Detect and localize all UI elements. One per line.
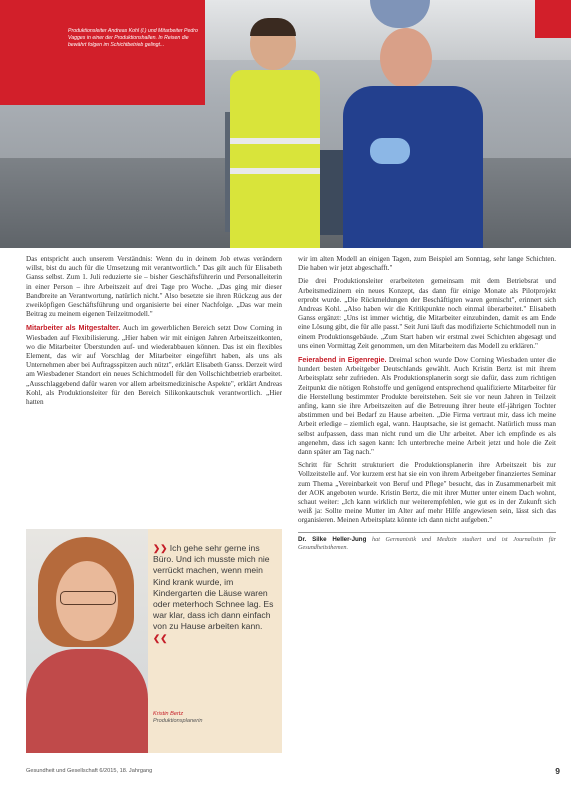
quote-close-icon: ❮❮ (153, 632, 168, 643)
paragraph: Mitarbeiter als Mitgestalter. Auch im gewerblichen Bereich setzt Dow Corning in Wiesbaden auf Flexibilisierung. „Hier haben wir mit einigen Jahren Arbeitszeitkonten, wo die Mitarbeiter Überstunden auf- und wiederabbauen können. Das ist ein flexibles Element, das wir auf Vorschlag der Mitarbeiter eingeführt haben, als uns als Unternehmen aber bei Auftragsspitzen auch nützt", erklärt Elisabeth Ganss. Derzeit wird am Wiesbadener Standort ein neues Schichtmodell für den Vollschichtbetrieb erarbeitet. „Ausschlaggebend dafür waren vor allem arbeitsmedizinische Aspekte", erklärt Andreas Kohl, als Produktionsleiter für den Bereich Silikonkautschuk verantwortlich. „Hier hatten (26, 323, 282, 407)
page-number: 9 (555, 766, 560, 776)
publication-info: Gesundheit und Gesellschaft 6/2015, 18. Jahrgang (26, 768, 153, 774)
header-photo (0, 0, 571, 248)
subheading: Mitarbeiter als Mitgestalter. (26, 323, 121, 333)
pull-quote: ❯❯ Ich gehe sehr gerne ins Büro. Und ich musste mich nie verrückt machen, wenn mein Kind krank wurde, im Kindergarten die Läuse waren oder meterhoch Schnee lag. Es war klar, dass ich dann einfach von zu Hause arbeiten kann. ❮❮ (153, 543, 274, 643)
person-in-overalls (335, 28, 485, 248)
quote-box (26, 529, 282, 753)
person-in-safety-vest (222, 18, 330, 248)
portrait-photo (26, 529, 148, 753)
photo-caption-box (0, 0, 205, 105)
text-column-right (298, 255, 556, 552)
paragraph: Schritt für Schritt strukturiert die Produktionsplanerin ihre Arbeitszeit bis zur Vollzeitstelle auf. Vor kurzem erst hat sie ein von ihrem Arbeitgeber finanziertes Seminar zum Thema „Vereinbarkeit von Beruf und Pflege" besucht, das in Zusammenarbeit mit der AOK angeboten wurde. Kristin Bertz, die mit ihrer Mutter unter einem Dach wohnt, schaut weiter: „Ich kann wirklich nur weiterempfehlen, wie gut es in der Zukunft sich weiß ja: Sollte meine Mutter im Alter auf mehr Hilfe angewiesen sein, lässt sich das organisieren. Meinen Arbeitsplatz könnte ich dann nicht aufgeben." (298, 461, 556, 525)
paragraph: Das entspricht auch unserem Verständnis: Wenn du in deinem Job etwas verändern willst, bist du auch für die Umsetzung mit verantwortlich." Das gilt auch für Elisabeth Ganss selbst. Zum 1. Juli reduzierte sie – bisher Geschäftsführerin und Personalleiterin in einer Person – ihre Arbeitszeit auf drei Tage pro Woche. „Das ging mir dieser Bandbreite an Verantwortung, natürlich nicht." Also besetzte sie ihren Rückzug aus der zweiköpfigen Geschäftsführung und organisierte bei einer Nachfolge. „Das war mein Beitrag zu meinem eigenen Teilzeitmodell." (26, 255, 282, 319)
red-corner-tab (535, 0, 571, 38)
subheading: Feierabend in Eigenregie. (298, 355, 387, 365)
paragraph: wir im alten Modell an einigen Tagen, zum Beispiel am Sonntag, sehr lange Schichten. Die haben wir jetzt abgeschafft." (298, 255, 556, 273)
text-column-left (26, 255, 282, 411)
quote-open-icon: ❯❯ (153, 543, 168, 553)
quote-attribution: Kristin Bertz Produktionsplanerin (153, 711, 203, 725)
paragraph: Feierabend in Eigenregie. Dreimal schon wurde Dow Corning Wiesbaden unter die hundert besten Arbeitgeber Deutschlands gewählt. Auch Kristin Bertz ist mit ihrem Arbeitsplatz sehr zufrieden. Als Produktionsplanerin sorgt sie dafür, dass zum richtigen Zeitpunkt die nötigen Rohstoffe und genügend entsprechend qualifizierte Mitarbeiter für die Herstellung bestimmter Produkte bereitstehen. Seit sie vor neun Jahren in Teilzeit anfing, kann sie ihre Arbeitszeiten auf die Betreuung ihrer heute elf-jährigen Tochter abstimmen und bei Bedarf zu Hause arbeiten. „Die Firma vertraut mir, dass ich meine Arbeit erledige – ziemlich egal, wann. Hauptsache, sie ist gemacht. Natürlich muss man selbst aufpassen, dass man nicht rund um die Uhr arbeitet. Aber ich empfinde es als angenehm, dass ich sagen kann: Ich unterbreche meine Arbeit jetzt und hole die Zeit dann später am Tag nach." (298, 355, 556, 457)
photo-caption: Produktionsleiter Andreas Kohl (l.) und Mitarbeiter Pedro Vagges in einer der Produktionshallen. In Reisen die bewährt folgen im Schichtbetrieb gelingt... (68, 28, 198, 49)
page-footer (26, 768, 560, 774)
author-note: Dr. Silke Heller-Jung hat Germanistik und Medizin studiert und ist Journalistin für Gesundheitsthemen. (298, 532, 556, 552)
paragraph: Die drei Produktionsleiter erarbeiteten gemeinsam mit dem Betriebsrat und Arbeitsmedizinern ein neues Konzept, das dann für einige Monate als Pilotprojekt erprobt wurde. „Die Rückmeldungen der Beschäftigten waren gemischt", erinnert sich Andreas Kohl. „Also haben wir die Kritikpunkte noch einmal überarbeitet." Elisabeth Ganss ergänzt: „Uns ist immer wichtig, die Mitarbeiter einzubinden, damit es am Ende eine Lösung gibt, die für alle passt." Seit Juni läuft das modifizierte Schichtmodell nun in einem Produktionsgebäude. „Zum Start haben wir erstmal zwei Schichten abgesagt und uns einen Vormittag Zeit genommen, um den Mitarbeitern das Modell zu erklären." (298, 277, 556, 350)
